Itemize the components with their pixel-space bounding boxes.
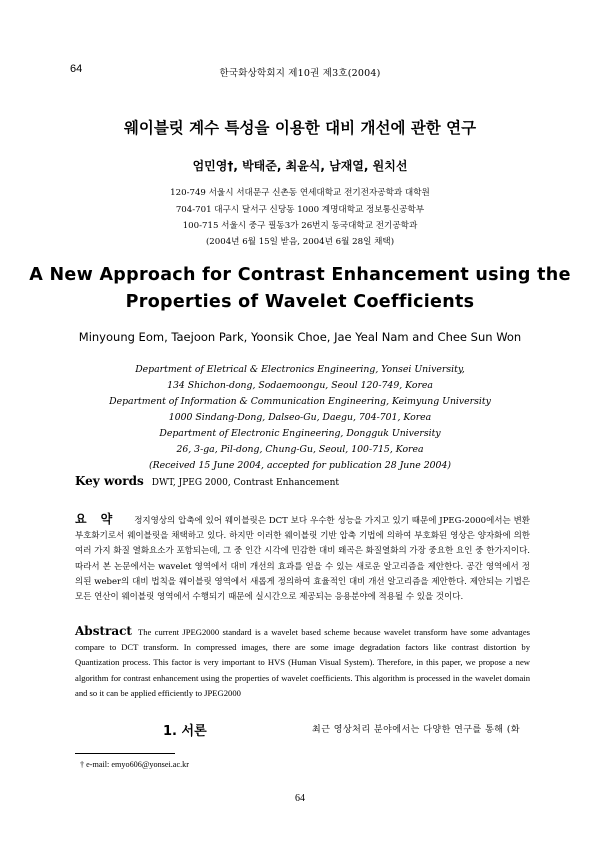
footnote: † e-mail: emyo606@yonsei.ac.kr <box>80 760 189 769</box>
english-authors: Minyoung Eom, Taejoon Park, Yoonsik Choe, Jae Yeal Nam and Chee Sun Won <box>78 330 522 344</box>
english-abstract <box>75 624 530 701</box>
korean-abstract <box>75 512 530 605</box>
english-received-date: (Received 15 June 2004, accepted for publication 28 June 2004) <box>148 460 452 471</box>
korean-affiliation: 100-715 서울시 중구 필동3가 26번지 동국대학교 전기공학과 <box>182 221 418 231</box>
keywords-text: DWT, JPEG 2000, Contrast Enhancement <box>151 478 339 488</box>
english-affiliation: Department of Information & Communication Engineering, Keimyung University <box>109 396 491 407</box>
korean-abstract-label: 요약 <box>75 512 127 526</box>
english-affiliation: 1000 Sindang-Dong, Dalseo-Gu, Daegu, 704-701, Korea <box>168 412 432 423</box>
english-title-line: Properties of Wavelet Coefficients <box>125 292 475 312</box>
section-title: 1. 서론 <box>163 724 207 739</box>
english-affiliation: Department of Electronic Engineering, Dongguk University <box>159 428 441 439</box>
korean-authors: 엄민영†, 박태준, 최윤식, 남재열, 원치선 <box>192 159 408 173</box>
keywords <box>75 474 339 488</box>
english-abstract-label: Abstract <box>75 624 132 638</box>
korean-affiliation: 120-749 서울시 서대문구 신촌동 연세대학교 전기전자공학과 대학원 <box>170 188 430 198</box>
english-title-line: A New Approach for Contrast Enhancement using the <box>29 265 571 285</box>
footnote-divider <box>75 753 175 754</box>
english-abstract-text: The current JPEG2000 standard is a wavelet based scheme because wavelet transform have some advantages compare to DCT transform. In compressed images, there are some image degradation factors like contrast distortion by Quantization process. This factor is very important to HVS (Human Visual System). Therefore, in this paper, we propose a new algorithm for contrast enhancement using the properties of wavelet coefficients. This algorithm is processed in the wavelet domain and so it can be applied efficiently to JPEG2000 <box>75 627 530 698</box>
keywords-label: Key words <box>75 474 144 488</box>
journal-header: 한국화상학회지 제10권 제3호(2004) <box>219 68 381 79</box>
english-affiliation: 134 Shichon-dong, Sodaemoongu, Seoul 120-749, Korea <box>167 380 433 391</box>
english-affiliation: 26, 3-ga, Pil-dong, Chung-Gu, Seoul, 100-715, Korea <box>176 444 424 455</box>
page-number-top: 64 <box>70 63 83 75</box>
english-affiliation: Department of Eletrical & Electronics Engineering, Yonsei University, <box>135 364 465 375</box>
intro-text: 최근 영상처리 분야에서는 다양한 연구를 통해 (화 <box>312 725 521 735</box>
korean-abstract-text: 정지영상의 압축에 있어 웨이블릿은 DCT 보다 우수한 성능을 가지고 있기 때문에 JPEG-2000에서는 변환 부호화기로서 웨이블릿을 채택하고 있다. 하지만 이러한 웨이블릿 기반 압축 기법에 의하여 부호화된 영상은 양자화에 의한 여러 가지 화질 열화요소가 포함되는데, 그 중 인간 시각에 민감한 대비 왜곡은 화질열화의 가장 중요한 요인 중 한가지이다. 따라서 본 논문에서는 wavelet 영역에서 대비 개선의 효과를 얻을 수 있는 새로운 알고리즘을 제안한다. 공간 영역에서 정의된 weber의 대비 법칙을 웨이블릿 영역에서 새롭게 정의하여 효율적인 대비 개선 알고리즘을 제안한다. 제안되는 기법은 모든 연산이 웨이블릿 영역에서 수행되기 때문에 실시간으로 제공되는 응용분야에 적용될 수 있을 것이다. <box>75 516 530 603</box>
korean-title: 웨이블릿 계수 특성을 이용한 대비 개선에 관한 연구 <box>123 119 477 137</box>
korean-affiliation: 704-701 대구시 달서구 신당동 1000 계명대학교 정보통신공학부 <box>175 205 425 215</box>
english-title <box>0 262 600 316</box>
page-number-bottom: 64 <box>295 793 305 804</box>
korean-received-date: (2004년 6월 15일 받음, 2004년 6월 28일 채택) <box>205 237 395 247</box>
